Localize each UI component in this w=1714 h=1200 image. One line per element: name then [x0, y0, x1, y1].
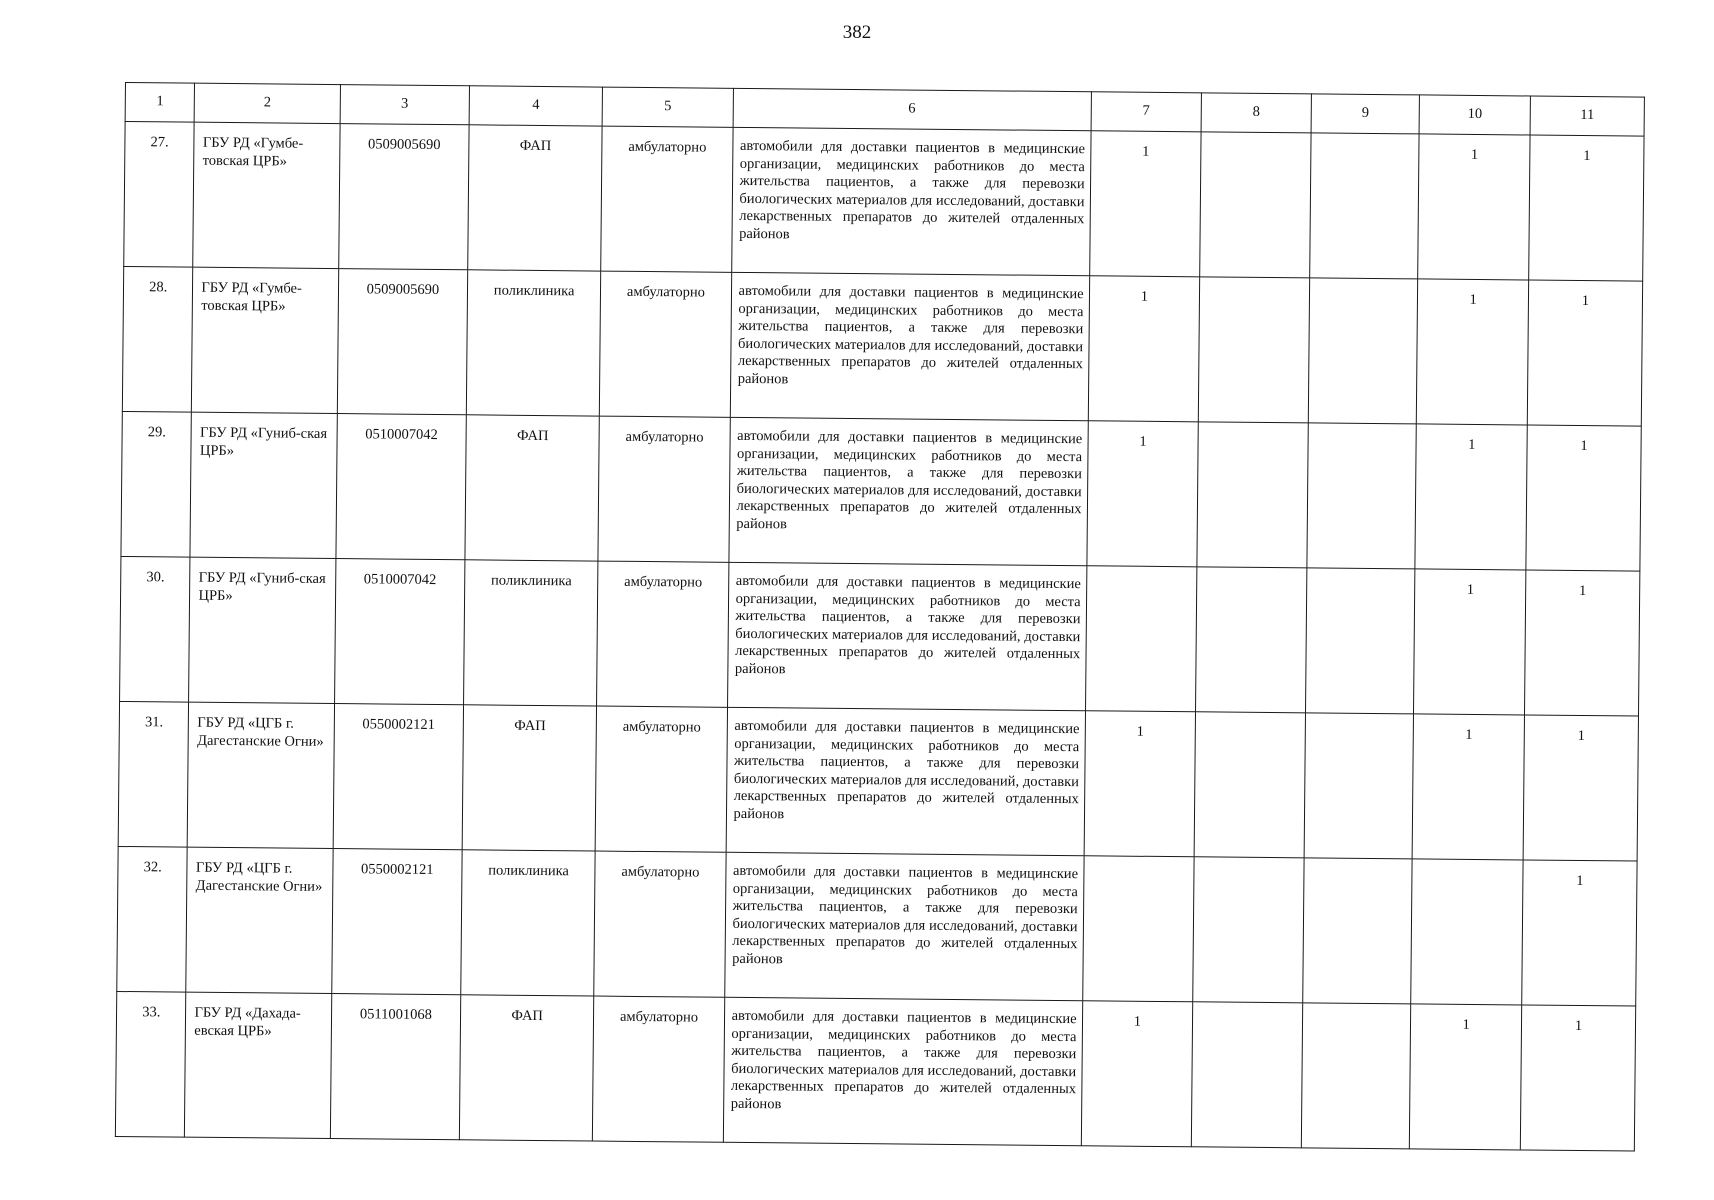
organization-name: ГБУ РД «Гуниб-ская ЦРБ» [190, 412, 337, 558]
cell-col-10 [1411, 859, 1523, 1005]
row-number: 27. [124, 122, 195, 268]
table-row [121, 411, 1641, 571]
cell-col-8 [1199, 277, 1310, 423]
column-header: 5 [602, 87, 733, 127]
cell-col-9 [1301, 1003, 1411, 1149]
column-header: 8 [1201, 93, 1311, 133]
facility-type: поликлиника [463, 560, 598, 706]
row-number: 33. [115, 991, 186, 1137]
row-number: 30. [120, 556, 191, 702]
facility-type: ФАП [465, 415, 600, 561]
cell-col-9 [1304, 713, 1414, 859]
organization-code: 0510007042 [334, 559, 464, 705]
care-mode: амбулаторно [593, 996, 725, 1142]
vehicle-purpose-text: автомобили для доставки пациентов в медицинские организации, медицинских работников до места жительства пациентов, а также для перевозки биологических материалов для исследований, доставки лекарственных препаратов до жителей отдаленных районов [736, 427, 1083, 532]
vehicle-purpose-text: автомобили для доставки пациентов в медицинские организации, медицинских работников до места жительства пациентов, а также для перевозки биологических материалов для исследований, доставки лекарственных препаратов до жителей отдаленных районов [737, 282, 1084, 387]
vehicle-purpose-text: автомобили для доставки пациентов в медицинские организации, медицинских работников до места жительства пациентов, а также для перевозки биологических материалов для исследований, доставки лекарственных препаратов до жителей отдаленных районов [732, 862, 1079, 967]
organization-name: ГБУ РД «ЦГБ г. Дагестанские Огни» [186, 847, 333, 993]
column-header: 9 [1311, 94, 1420, 134]
cell-col-10: 1 [1414, 569, 1526, 715]
facility-type: поликлиника [466, 270, 601, 416]
column-header: 10 [1419, 95, 1530, 135]
cell-col-8 [1200, 132, 1311, 278]
organization-code: 0509005690 [337, 269, 467, 415]
cell-col-7: 1 [1087, 421, 1199, 567]
organization-code: 0550002121 [332, 849, 462, 995]
vehicle-purpose [726, 707, 1085, 855]
organization-code: 0550002121 [333, 704, 463, 850]
facility-type: ФАП [468, 125, 603, 271]
cell-col-10: 1 [1415, 424, 1527, 570]
vehicle-purpose [723, 997, 1082, 1145]
organization-code: 0510007042 [336, 414, 466, 560]
table-row [120, 556, 1640, 716]
column-header: 1 [125, 83, 195, 123]
cell-col-11: 1 [1526, 425, 1641, 571]
table-row [117, 846, 1637, 1006]
cell-col-8 [1192, 1002, 1303, 1148]
organization-name: ГБУ РД «Гумбе-товская ЦРБ» [193, 122, 340, 268]
page-number: 382 [842, 22, 872, 43]
cell-col-8 [1197, 422, 1308, 568]
vehicle-purpose-text: автомобили для доставки пациентов в медицинские организации, медицинских работников до места жительства пациентов, а также для перевозки биологических материалов для исследований, доставки лекарственных препаратов до жителей отдаленных районов [733, 717, 1080, 822]
vehicle-purpose [728, 417, 1087, 565]
facility-type: ФАП [462, 705, 597, 851]
vehicle-purpose [724, 852, 1083, 1000]
cell-col-8 [1194, 712, 1305, 858]
care-mode: амбулаторно [600, 271, 732, 417]
cell-col-7: 1 [1088, 276, 1200, 422]
column-header: 4 [469, 86, 603, 126]
facility-type: поликлиника [461, 850, 596, 996]
care-mode: амбулаторно [597, 561, 729, 707]
cell-col-10: 1 [1418, 134, 1530, 280]
column-header: 3 [340, 85, 469, 125]
column-header: 11 [1530, 96, 1644, 136]
organization-name: ГБУ РД «Гумбе-товская ЦРБ» [192, 267, 339, 413]
cell-col-11: 1 [1522, 860, 1637, 1006]
vehicle-purpose [731, 127, 1090, 275]
care-mode: амбулаторно [598, 416, 730, 562]
cell-col-7: 1 [1089, 131, 1201, 277]
table-row [122, 266, 1642, 426]
cell-col-9 [1308, 278, 1418, 424]
column-header: 6 [733, 88, 1091, 130]
vehicle-purpose [730, 272, 1089, 420]
row-number: 31. [118, 701, 189, 847]
cell-col-11: 1 [1520, 1005, 1635, 1151]
cell-col-11: 1 [1523, 715, 1638, 861]
table-row [124, 122, 1644, 282]
row-number: 32. [117, 846, 188, 992]
cell-col-11: 1 [1524, 570, 1639, 716]
cell-col-9 [1303, 858, 1413, 1004]
cell-col-11: 1 [1527, 280, 1642, 426]
table-row [118, 701, 1638, 861]
care-mode: амбулаторно [601, 126, 733, 272]
cell-col-7 [1085, 566, 1197, 712]
cell-col-9 [1307, 423, 1417, 569]
facility-type: ФАП [459, 995, 594, 1141]
row-number: 28. [122, 266, 193, 412]
cell-col-10: 1 [1412, 714, 1524, 860]
column-header: 2 [195, 83, 341, 123]
cell-col-7 [1082, 856, 1194, 1002]
cell-col-7: 1 [1084, 711, 1196, 857]
table-row [115, 991, 1635, 1151]
care-mode: амбулаторно [596, 706, 728, 852]
cell-col-11: 1 [1529, 135, 1644, 281]
cell-col-7: 1 [1081, 1001, 1193, 1147]
cell-col-9 [1310, 133, 1420, 279]
column-header: 7 [1091, 92, 1202, 132]
organization-name: ГБУ РД «Дахада-евская ЦРБ» [185, 992, 332, 1138]
vehicle-purpose [727, 562, 1086, 710]
vehicle-allocation-table [115, 82, 1645, 1152]
cell-col-10: 1 [1417, 279, 1529, 425]
organization-name: ГБУ РД «ЦГБ г. Дагестанские Огни» [188, 702, 335, 848]
vehicle-purpose-text: автомобили для доставки пациентов в медицинские организации, медицинских работников до места жительства пациентов, а также для перевозки биологических материалов для исследований, доставки лекарственных препаратов до жителей отдаленных районов [734, 572, 1081, 677]
care-mode: амбулаторно [594, 851, 726, 997]
cell-col-8 [1193, 857, 1304, 1003]
organization-code: 0511001068 [330, 994, 460, 1140]
vehicle-purpose-text: автомобили для доставки пациентов в медицинские организации, медицинских работников до места жительства пациентов, а также для перевозки биологических материалов для исследований, доставки лекарственных препаратов до жителей отдаленных районов [739, 137, 1086, 242]
cell-col-9 [1305, 568, 1415, 714]
cell-col-10: 1 [1410, 1004, 1522, 1150]
organization-name: ГБУ РД «Гуниб-ская ЦРБ» [189, 557, 336, 703]
organization-code: 0509005690 [339, 124, 469, 270]
cell-col-8 [1196, 567, 1307, 713]
row-number: 29. [121, 411, 192, 557]
vehicle-purpose-text: автомобили для доставки пациентов в медицинские организации, медицинских работников до места жительства пациентов, а также для перевозки биологических материалов для исследований, доставки лекарственных препаратов до жителей отдаленных районов [730, 1007, 1077, 1112]
